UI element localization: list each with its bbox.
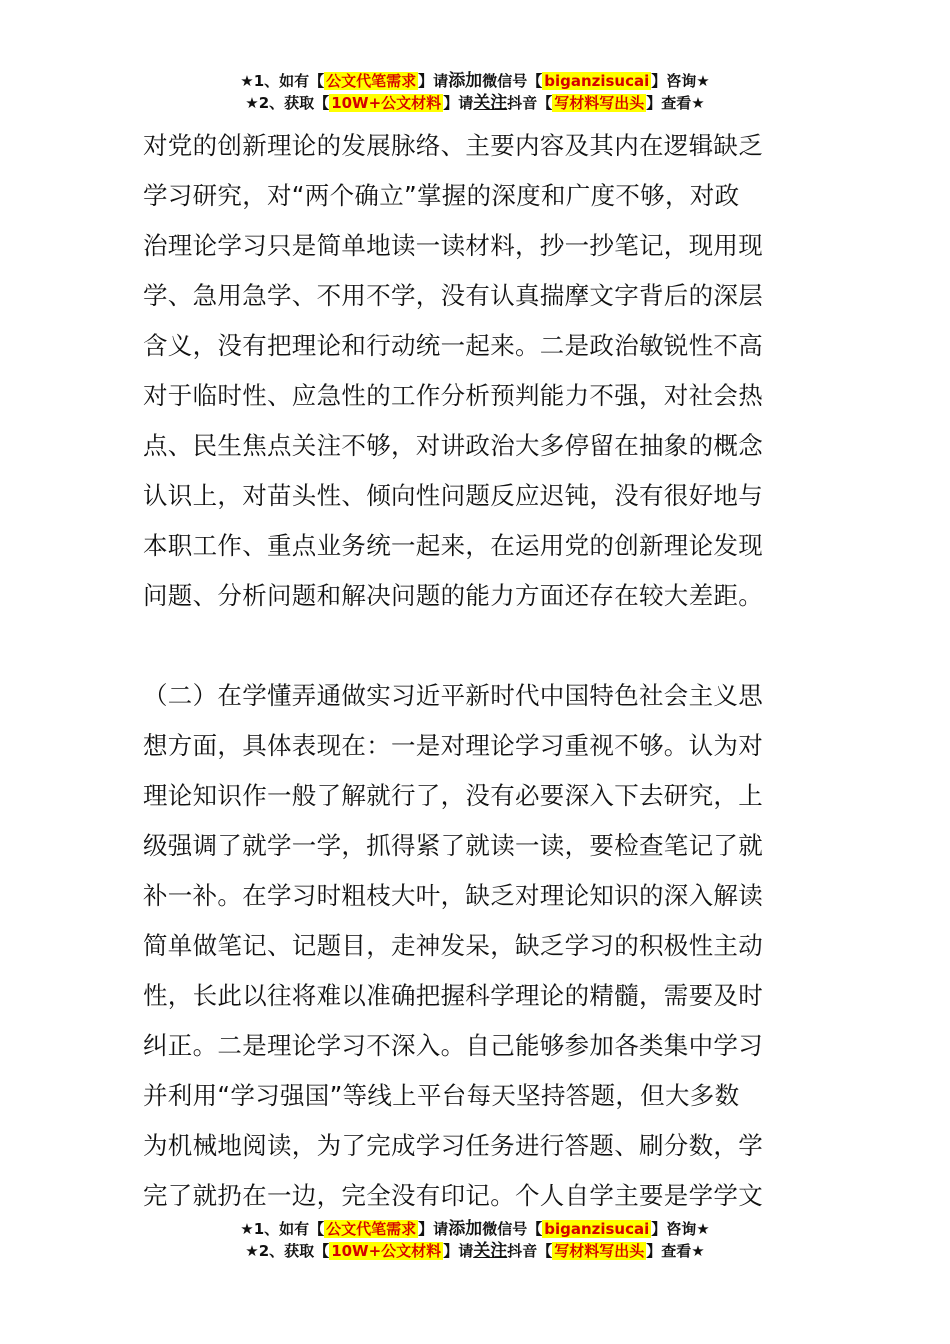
banner-text: 】查看★ — [646, 1242, 705, 1260]
banner-text: 微信号【 — [482, 1220, 543, 1238]
text-line: 学习研究，对“两个确立”掌握的深度和广度不够，对政 — [143, 181, 740, 210]
footer-banner — [0, 1218, 950, 1262]
text-line: 想方面，具体表现在：一是对理论学习重视不够。认为对 — [143, 731, 763, 760]
highlight-materials: 10W+公文材料 — [331, 1242, 442, 1260]
text-line: 治理论学习只是简单地读一读材料，抄一抄笔记，现用现 — [143, 231, 763, 260]
highlight-douyin: 写材料写出头 — [554, 1242, 645, 1260]
banner-emphasis: 添加 — [448, 71, 483, 91]
text-line: 完了就扔在一边，完全没有印记。个人自学主要是学学文 — [143, 1181, 763, 1210]
text-line: 级强调了就学一学，抓得紧了就读一读，要检查笔记了就 — [143, 831, 763, 860]
banner-line-2 — [0, 92, 950, 114]
text-line: 并利用“学习强国”等线上平台每天坚持答题，但大多数 — [143, 1081, 740, 1110]
text-line: 性，长此以往将难以准确把握科学理论的精髓，需要及时 — [143, 981, 763, 1010]
paragraph-2 — [143, 671, 813, 1221]
header-banner — [0, 70, 950, 114]
text-line: （二）在学懂弄通做实习近平新时代中国特色社会主义思 — [143, 681, 763, 710]
banner-text: 微信号【 — [482, 72, 543, 90]
banner-text: 】咨询★ — [651, 1220, 710, 1238]
paragraph-gap — [143, 621, 813, 671]
banner-text: ★1、如有【 — [240, 1220, 325, 1238]
banner-text: 】请 — [418, 1220, 449, 1238]
text-line: 对党的创新理论的发展脉络、主要内容及其内在逻辑缺乏 — [143, 131, 763, 160]
banner-line-1 — [0, 1218, 950, 1240]
document-body — [143, 121, 813, 1221]
paragraph-1 — [143, 121, 813, 621]
text-line: 含义，没有把理论和行动统一起来。二是政治敏锐性不高 — [143, 331, 763, 360]
text-line: 问题、分析问题和解决问题的能力方面还存在较大差距。 — [143, 581, 763, 610]
banner-text: 】请 — [418, 72, 449, 90]
highlight-service: 公文代笔需求 — [326, 72, 417, 90]
banner-emphasis: 添加 — [448, 1219, 483, 1239]
highlight-materials: 10W+公文材料 — [331, 94, 442, 112]
banner-emphasis: 关注 — [473, 1241, 508, 1261]
banner-line-1 — [0, 70, 950, 92]
banner-text: 】咨询★ — [651, 72, 710, 90]
banner-emphasis: 关注 — [473, 93, 508, 113]
text-line: 纠正。二是理论学习不深入。自己能够参加各类集中学习 — [143, 1031, 763, 1060]
text-line: 认识上，对苗头性、倾向性问题反应迟钝，没有很好地与 — [143, 481, 763, 510]
highlight-wechat-id: biganzisucai — [544, 72, 650, 90]
text-line: 简单做笔记、记题目，走神发呆，缺乏学习的积极性主动 — [143, 931, 763, 960]
banner-text: 】查看★ — [646, 94, 705, 112]
text-line: 本职工作、重点业务统一起来，在运用党的创新理论发现 — [143, 531, 763, 560]
banner-text: ★2、获取【 — [245, 94, 330, 112]
banner-text: ★1、如有【 — [240, 72, 325, 90]
banner-text: 抖音【 — [507, 1242, 553, 1260]
banner-text: 】请 — [443, 94, 474, 112]
highlight-douyin: 写材料写出头 — [554, 94, 645, 112]
text-line: 理论知识作一般了解就行了，没有必要深入下去研究，上 — [143, 781, 763, 810]
banner-line-2 — [0, 1240, 950, 1262]
text-line: 补一补。在学习时粗枝大叶，缺乏对理论知识的深入解读 — [143, 881, 763, 910]
highlight-service: 公文代笔需求 — [326, 1220, 417, 1238]
banner-text: ★2、获取【 — [245, 1242, 330, 1260]
banner-text: 】请 — [443, 1242, 474, 1260]
text-line: 为机械地阅读，为了完成学习任务进行答题、刷分数，学 — [143, 1131, 763, 1160]
text-line: 对于临时性、应急性的工作分析预判能力不强，对社会热 — [143, 381, 763, 410]
highlight-wechat-id: biganzisucai — [544, 1220, 650, 1238]
text-line: 学、急用急学、不用不学，没有认真揣摩文字背后的深层 — [143, 281, 763, 310]
text-line: 点、民生焦点关注不够，对讲政治大多停留在抽象的概念 — [143, 431, 763, 460]
banner-text: 抖音【 — [507, 94, 553, 112]
